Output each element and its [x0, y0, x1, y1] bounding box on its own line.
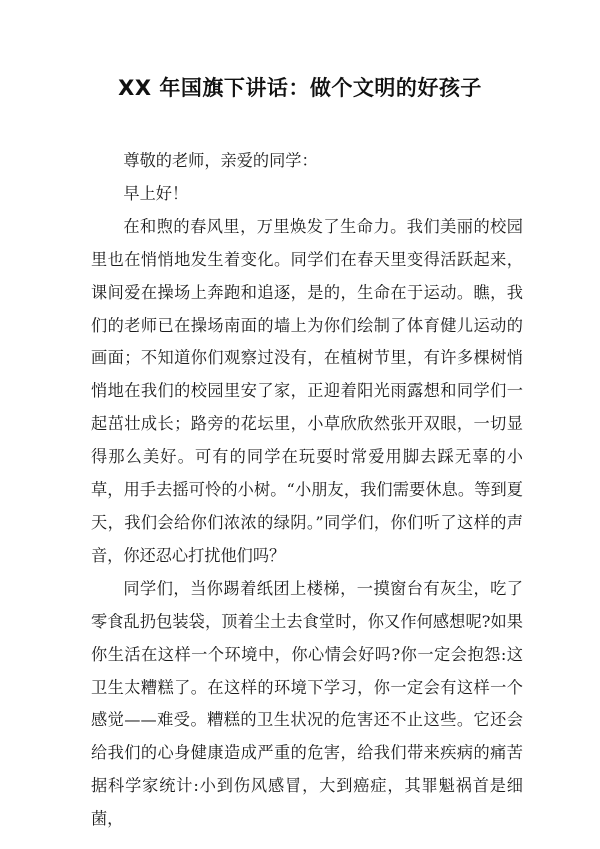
document-body — [91, 145, 523, 836]
greeting: 早上好！ — [123, 183, 189, 203]
paragraph-hygiene: 同学们，当你踢着纸团上楼梯，一摸窗台有灰尘，吃了零食乱扔包装袋，顶着尘土去食堂时，你又作何感想呢?如果你生活在这样一个环境中，你心情会好吗?你一定会抱怨:这卫生太糟糕了。在这样的环境下学习，你一定会有这样一个感觉——难受。糟糕的卫生状况的危害还不止这些。它还会给我们的心身健康造成严重的危害，给我们带来疾病的痛苦据科学家统计:小到伤风感冒，大到癌症，其罪魁祸首是细菌， — [91, 578, 523, 829]
salutation: 尊敬的老师，亲爱的同学： — [123, 151, 318, 170]
document-title: XX 年国旗下讲话：做个文明的好孩子 — [118, 76, 482, 100]
paragraph-spring: 在和煦的春风里，万里焕发了生命力。我们美丽的校园里也在悄悄地发生着变化。同学们在春天里变得活跃起来，课间爱在操场上奔跑和追逐，是的，生命在于运动。瞧，我们的老师已在操场南面的墙上为你们绘制了体育健儿运动的画面；不知道你们观察过没有，在植树节里，有许多棵树悄悄地在我们的校园里安了家，正迎着阳光雨露想和同学们一起茁壮成长；路旁的花坛里，小草欣欣然张开双眼，一切显得那么美好。可有的同学在玩耍时常爱用脚去踩无辜的小草，用手去摇可怜的小树。“小朋友，我们需要休息。等到夏天，我们会给你们浓浓的绿阴。”同学们，你们听了这样的声音，你还忍心打扰他们吗？ — [91, 216, 523, 565]
